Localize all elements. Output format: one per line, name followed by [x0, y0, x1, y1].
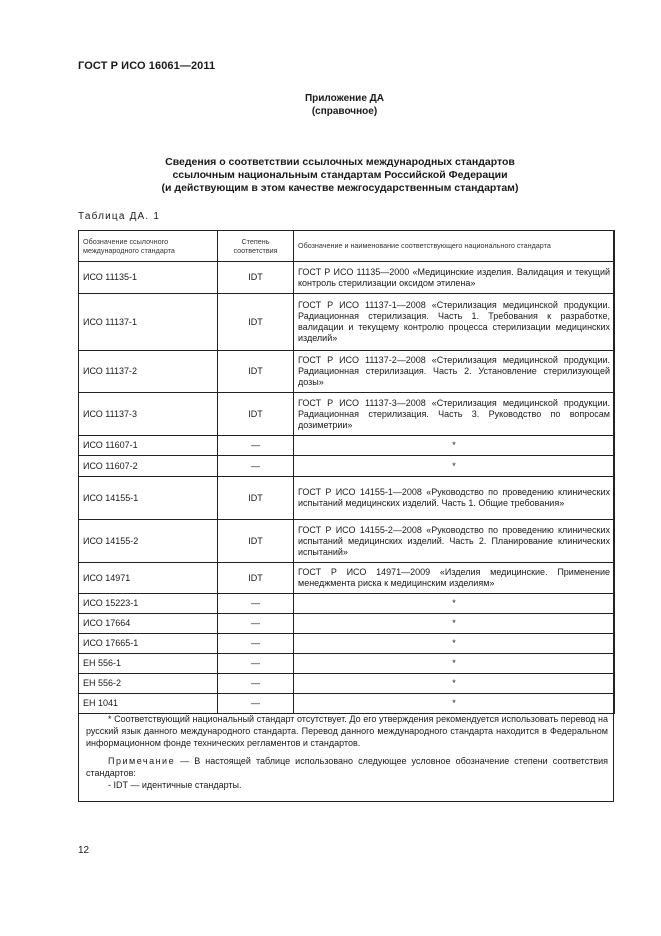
cell-conformity: — [218, 634, 294, 654]
cell-intl-standard: ИСО 11607-1 [79, 436, 218, 456]
cell-intl-standard: ИСО 11137-1 [79, 294, 218, 351]
cell-conformity: IDT [218, 563, 294, 594]
cell-national-standard: * [294, 456, 615, 477]
cell-intl-standard: ЕН 556-2 [79, 674, 218, 694]
cell-conformity: IDT [218, 262, 294, 294]
section-heading [90, 156, 590, 195]
cell-intl-standard: ИСО 15223-1 [79, 594, 218, 614]
cell-intl-standard: ИСО 11137-3 [79, 393, 218, 436]
footnote-star: * Соответствующий национальный стандарт отсутствует. До его утверждения рекомендуется использовать перевод на русский язык данного международного стандарта. Перевод данного международного стандарта находится в Федеральном информационном фонде технических регламентов и стандартов. [86, 714, 608, 748]
cell-conformity: — [218, 674, 294, 694]
cell-conformity: IDT [218, 351, 294, 393]
correspondence-table [78, 230, 615, 714]
cell-national-standard: ГОСТ Р ИСО 11135—2000 «Медицинские изделия. Валидация и текущий контроль стерилизации оксидом этилена» [294, 262, 615, 294]
cell-conformity: — [218, 436, 294, 456]
table-header-row [79, 231, 615, 262]
document-code: ГОСТ Р ИСО 16061—2011 [78, 60, 216, 72]
cell-national-standard: * [294, 436, 615, 456]
cell-intl-standard: ИСО 14155-1 [79, 477, 218, 520]
cell-intl-standard: ИСО 14971 [79, 563, 218, 594]
table-row [79, 393, 615, 436]
table-row [79, 262, 615, 294]
note-text: — В настоящей таблице использовано следующее условное обозначение степени соответствия стандартов: [86, 756, 608, 778]
cell-intl-standard: ЕН 1041 [79, 694, 218, 714]
cell-conformity: IDT [218, 520, 294, 563]
cell-intl-standard: ИСО 17664 [79, 614, 218, 634]
table-row [79, 614, 615, 634]
cell-national-standard: * [294, 654, 615, 674]
table-row [79, 563, 615, 594]
cell-national-standard: * [294, 674, 615, 694]
table-row [79, 351, 615, 393]
cell-national-standard: * [294, 694, 615, 714]
cell-national-standard: * [294, 614, 615, 634]
table-row [79, 694, 615, 714]
heading-line-3: (и действующим в этом качестве межгосударственным стандартам) [161, 182, 519, 194]
header-conformity-degree: Степень соответствия [218, 231, 294, 262]
cell-intl-standard: ИСО 17665-1 [79, 634, 218, 654]
cell-intl-standard: ИСО 11135-1 [79, 262, 218, 294]
table-row [79, 634, 615, 654]
heading-line-2: ссылочным национальным стандартам Российской Федерации [172, 169, 508, 181]
cell-national-standard: ГОСТ Р ИСО 11137-2—2008 «Стерилизация медицинской продукции. Радиационная стерилизация. Часть 2. Установление стерилизующей дозы» [294, 351, 615, 393]
heading-line-1: Сведения о соответствии ссылочных международных стандартов [165, 156, 515, 168]
cell-conformity: IDT [218, 477, 294, 520]
cell-conformity: — [218, 694, 294, 714]
appendix-subtitle: (справочное) [311, 106, 378, 117]
table-row [79, 294, 615, 351]
page-number: 12 [78, 845, 90, 856]
cell-conformity: — [218, 614, 294, 634]
table-row [79, 436, 615, 456]
cell-conformity: IDT [218, 393, 294, 436]
cell-national-standard: * [294, 634, 615, 654]
appendix-heading [0, 92, 661, 118]
footnote-idt-line: - IDT — идентичные стандарты. [108, 780, 242, 790]
table-row [79, 594, 615, 614]
cell-intl-standard: ИСО 11137-2 [79, 351, 218, 393]
header-international-standard: Обозначение ссылочного международного стандарта [79, 231, 218, 262]
table-row [79, 456, 615, 477]
cell-conformity: — [218, 654, 294, 674]
table-row [79, 654, 615, 674]
header-national-standard: Обозначение и наименование соответствующего национального стандарта [294, 231, 615, 262]
table-row [79, 477, 615, 520]
cell-national-standard: ГОСТ Р ИСО 14155-2—2008 «Руководство по проведению клинических испытаний медицинских изделий. Часть 2. Планирование клинических испытаний» [294, 520, 615, 563]
table-row [79, 674, 615, 694]
cell-national-standard: ГОСТ Р ИСО 11137-3—2008 «Стерилизация медицинской продукции. Радиационная стерилизация. Часть 3. Руководство по вопросам дозиметрии» [294, 393, 615, 436]
cell-national-standard: ГОСТ Р ИСО 14155-1—2008 «Руководство по проведению клинических испытаний медицинских изделий. Часть 1. Общие требования» [294, 477, 615, 520]
note-label: Примечание [108, 756, 176, 766]
cell-intl-standard: ЕН 556-1 [79, 654, 218, 674]
cell-intl-standard: ИСО 11607-2 [79, 456, 218, 477]
table-row [79, 520, 615, 563]
table-label: Таблица ДА. 1 [78, 211, 161, 222]
appendix-title: Приложение ДА [304, 93, 385, 104]
cell-intl-standard: ИСО 14155-2 [79, 520, 218, 563]
cell-national-standard: * [294, 594, 615, 614]
cell-conformity: IDT [218, 294, 294, 351]
cell-national-standard: ГОСТ Р ИСО 11137-1—2008 «Стерилизация медицинской продукции. Радиационная стерилизация. Часть 1. Требования к разработке, валидации и текущему контролю процесса стерилизации медицинских изделий» [294, 294, 615, 351]
cell-conformity: — [218, 456, 294, 477]
cell-conformity: — [218, 594, 294, 614]
table-footnote [86, 713, 608, 791]
footnote-note [86, 755, 608, 779]
cell-national-standard: ГОСТ Р ИСО 14971—2009 «Изделия медицинские. Применение менеджмента риска к медицинским изделиям» [294, 563, 615, 594]
